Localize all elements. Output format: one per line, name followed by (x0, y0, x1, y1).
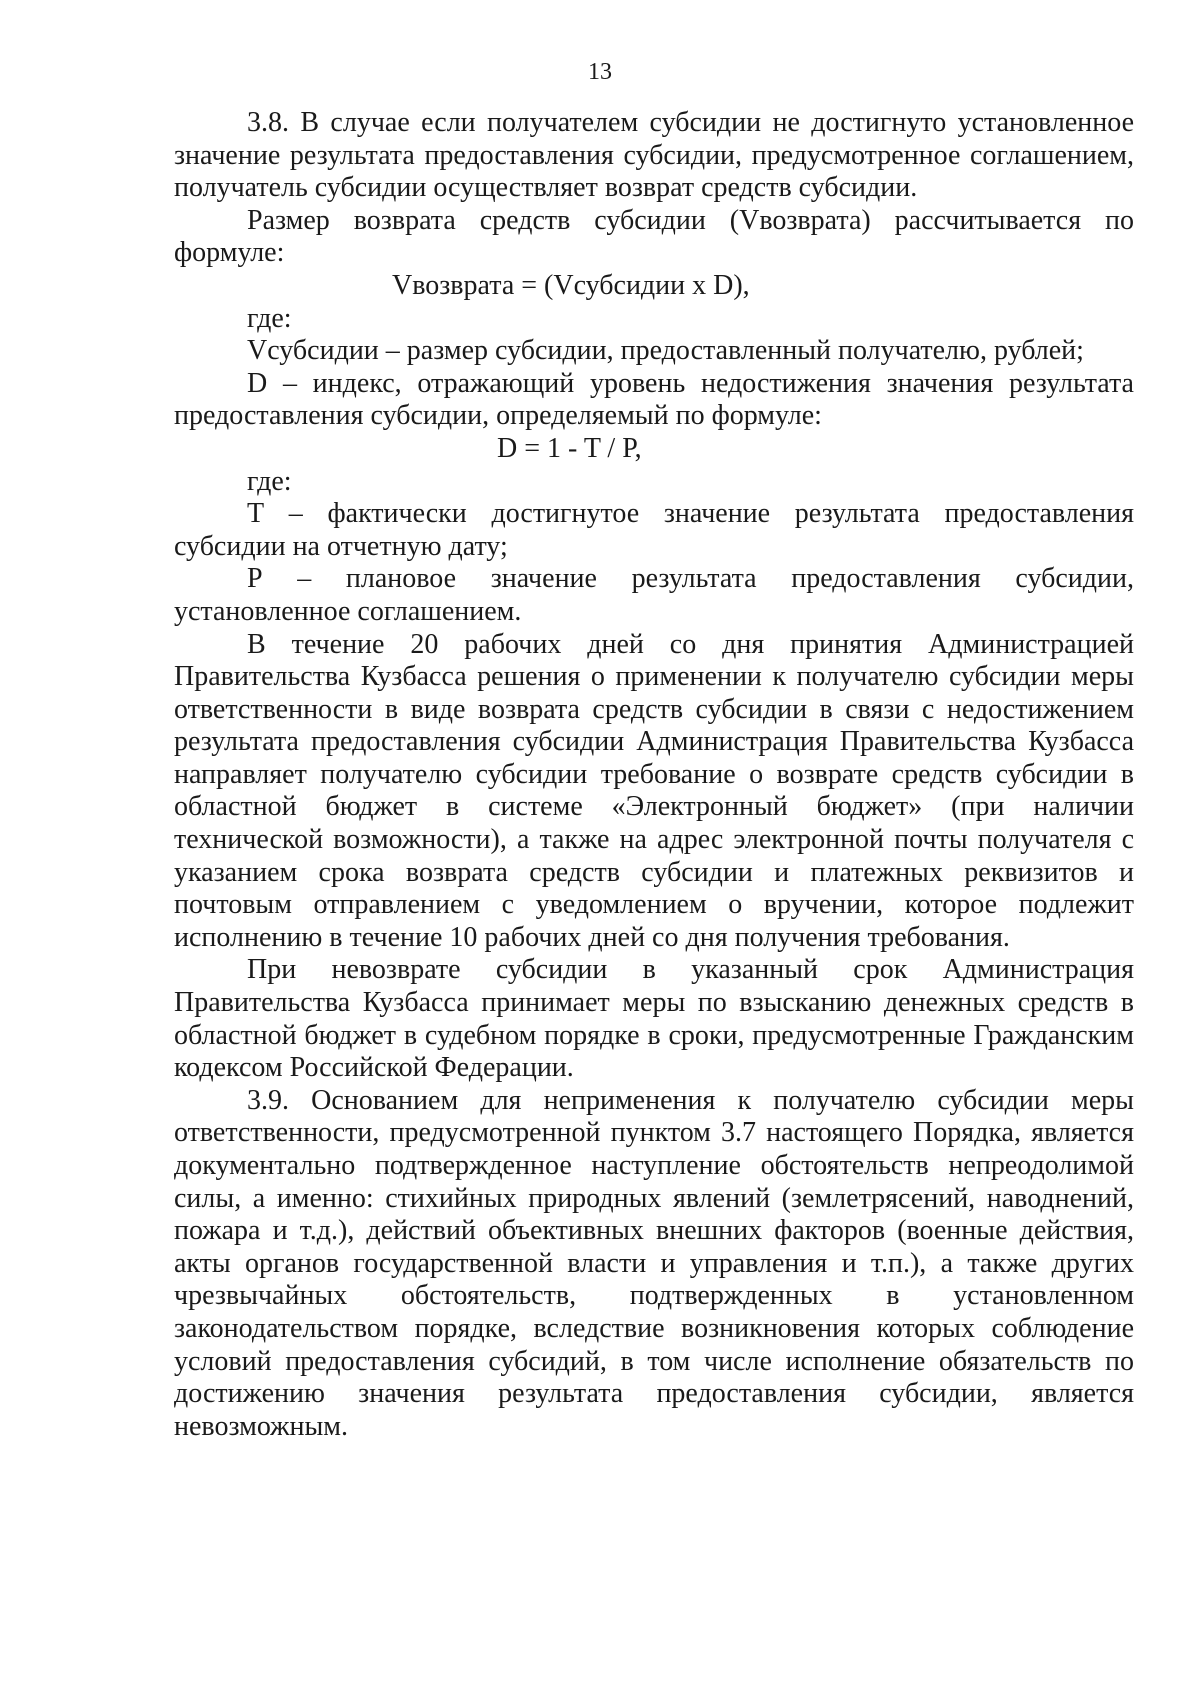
document-body (174, 107, 1134, 1443)
where-label-2: где: (247, 465, 292, 497)
page-number: 13 (588, 59, 612, 85)
definition-t: Т – фактически достигнутое значение результата предоставления субсидии на отчетную дату; (174, 498, 1134, 562)
paragraph-3-8: 3.8. В случае если получателем субсидии не достигнуто установленное значение результата предоставления субсидии, предусмотренное соглашением, получатель субсидии осуществляет возврат средств субсидии. (174, 107, 1134, 204)
paragraph-3-9: 3.9. Основанием для неприменения к получателю субсидии меры ответственности, предусмотренной пунктом 3.7 настоящего Порядка, является документально подтвержденное наступление обстоятельств непреодолимой силы, а именно: стихийных природных явлений (землетрясений, наводнений, пожара и т.д.), действий объективных внешних факторов (военные действия, акты органов государственной власти и управления и т.п.), а также других чрезвычайных обстоятельств, подтвержденных в установленном законодательством порядке, вследствие возникновения которых соблюдение условий предоставления субсидий, в том числе исполнение обязательств по достижению значения результата предоставления субсидии, является невозможным. (174, 1084, 1134, 1442)
formula-d-index: D = 1 - T / P, (497, 432, 642, 464)
paragraph-20-days: В течение 20 рабочих дней со дня принятия Администрацией Правительства Кузбасса решения о применении к получателю субсидии меры ответственности в виде возврата средств субсидии в связи с недостижением результата предоставления субсидии Администрация Правительства Кузбасса направляет получателю субсидии требование о возврате средств субсидии в областной бюджет в системе «Электронный бюджет» (при наличии технической возможности), а также на адрес электронной почты получателя с указанием срока возврата средств субсидии и платежных реквизитов и почтовым отправлением с уведомлением о вручении, которое подлежит исполнению в течение 10 рабочих дней со дня получения требования. (174, 628, 1134, 953)
where-label: где: (247, 302, 292, 334)
paragraph-non-return: При невозврате субсидии в указанный срок Администрация Правительства Кузбасса принимает меры по взысканию денежных средств в областной бюджет в судебном порядке в сроки, предусмотренные Гражданским кодексом Российской Федерации. (174, 954, 1134, 1084)
definition-d-index: D – индекс, отражающий уровень недостижения значения результата предоставления субсидии, определяемый по формуле: (174, 367, 1134, 432)
paragraph-return-size: Размер возврата средств субсидии (Vвозврата) рассчитывается по формуле: (174, 204, 1134, 269)
formula-return-amount: Vвозврата = (Vсубсидии x D), (392, 269, 750, 301)
definition-p: Р – плановое значение результата предоставления субсидии, установленное соглашением. (174, 563, 1134, 627)
definition-v-subsidy: Vсубсидии – размер субсидии, предоставленный получателю, рублей; (247, 335, 1084, 367)
